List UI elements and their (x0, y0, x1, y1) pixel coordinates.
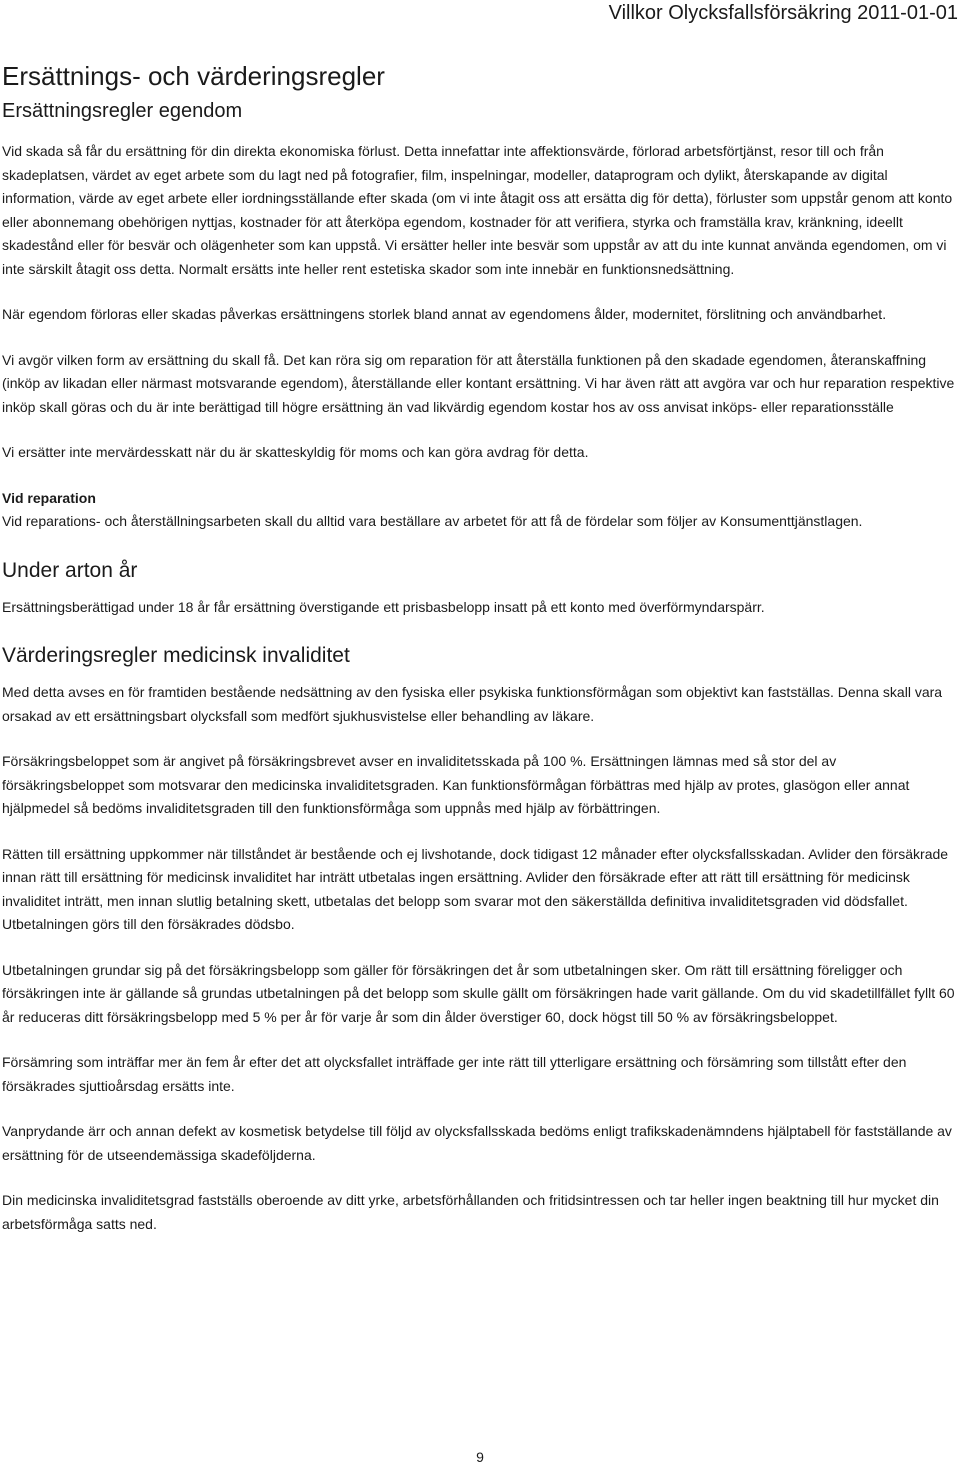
section-heading-under-18: Under arton år (2, 558, 138, 582)
repair-heading: Vid reparation (2, 489, 96, 506)
paragraph-deterioration: Försämring som inträffar mer än fem år efter det att olycksfallet inträffade ger inte rätt till ytterligare ersättning och försämring som tillstått efter den försäkrades sjuttioårsdag ersätts inte. (2, 1054, 907, 1094)
paragraph-cosmetic-defect: Vanprydande ärr och annan defekt av kosmetisk betydelse till följd av olycksfallsskada bedöms enligt trafikskadenämndens hjälptabell för fastställande av ersättning för de utseendemässiga skadeföljderna. (2, 1123, 952, 1163)
paragraph-repair: Vid reparations- och återställningsarbeten skall du alltid vara beställare av arbetet för att få de fördelar som följer av Konsumenttjänstlagen. (2, 513, 863, 529)
paragraph-direct-loss: Vid skada så får du ersättning för din direkta ekonomiska förlust. Detta innefattar inte affektionsvärde, förlorad arbetsförtjänst, resor till och från skadeplatsen, värdet av eget arbete som du lagt ned på fotografier, film, inspelningar, modeller, dataprogram och dylikt, återskapande av digital information, värde av eget arbete eller iordningsställande efter skada (om vi inte åtagit oss att ersätta dig för detta), förluster som uppstår genom att konto eller abonnemang obehörigen nyttjas, kostnader för att återköpa egendom, kostnader för att verifiera, styrka och framställa krav, kränkning, ideellt skadestånd eller för besvär och olägenheter som kan uppstå. Vi ersätter heller inte besvär som uppstår av att du inte kunnat använda egendomen, om vi inte särskilt åtagit oss detta. Normalt ersätts inte heller rent estetiska skador som inte innebär en funktionsnedsättning. (2, 143, 953, 277)
paragraph-definition: Med detta avses en för framtiden bestående nedsättning av den fysiska eller psykiska funktionsförmågan som objektivt kan fastställas. Denna skall vara orsakad av ett ersättningsbart olycksfall som medfört sjukhusvistelse eller behandling av läkare. (2, 684, 943, 724)
repair-block (2, 487, 957, 534)
paragraph-under-18: Ersättningsberättigad under 18 år får ersättning överstigande ett prisbasbelopp insatt på ett konto med överförmyndarspärr. (2, 598, 765, 615)
page-title: Ersättnings- och värderingsregler (2, 61, 385, 91)
subtitle-property-rules: Ersättningsregler egendom (2, 100, 243, 122)
paragraph-vat: Vi ersätter inte mervärdesskatt när du är skatteskyldig för moms och kan göra avdrag för detta. (2, 444, 589, 460)
paragraph-compensation-size: När egendom förloras eller skadas påverkas ersättningens storlek bland annat av egendomens ålder, modernitet, förslitning och användbarhet. (2, 306, 887, 322)
paragraph-insurance-amount: Försäkringsbeloppet som är angivet på försäkringsbrevet avser en invaliditetsskada på 100 %. Ersättningen lämnas med så stor del av försäkringsbeloppet som motsvarar den medicinska invaliditetsgraden. Kan funktionsförmågan förbättras med hjälp av protes, glasögon eller annat hjälpmedel så bedöms invaliditetsgraden till den funktionsförmåga som uppnås med hjälp av förbättringen. (2, 753, 910, 816)
paragraph-compensation-form: Vi avgör vilken form av ersättning du skall få. Det kan röra sig om reparation för att återställa funktionen på den skadade egendomen, återanskaffning (inköp av likadan eller närmast motsvarande egendom), återställande eller kontant ersättning. Vi har även rätt att avgöra var och hur reparation respektive inköp skall göras och du är inte berättigad till högre ersättning än vad likvärdig egendom kostar hos av oss anvisat inköps- eller reparationsställe (2, 351, 955, 415)
page-number: 9 (476, 1449, 484, 1465)
paragraph-independent-assessment: Din medicinska invaliditetsgrad fastställs oberoende av ditt yrke, arbetsförhållanden och fritidsintressen och tar heller ingen beaktning till hur mycket din arbetsförmåga satts ned. (2, 1192, 939, 1232)
paragraph-payment-basis: Utbetalningen grundar sig på det försäkringsbelopp som gäller för försäkringen det år som utbetalningen sker. Om rätt till ersättning föreligger och försäkringen inte är gällande så grundas utbetalningen på det belopp som skulle gällt om försäkringen hade varit gällande. Om du vid skadetillfället fyllt 60 år reduceras ditt försäkringsbelopp med 5 % per år för varje år som din ålder överstiger 60, dock högst till 50 % av försäkringsbeloppet. (2, 961, 955, 1025)
paragraph-right-to-compensation: Rätten till ersättning uppkommer när tillståndet är bestående och ej livshotande, dock tidigast 12 månader efter olycksfallsskadan. Avlider den försäkrade innan rätt till ersättning för medicinsk invaliditet har inträtt utbetalas ingen ersättning. Avlider den försäkrade efter att rätt till ersättning för medicinsk invaliditet inträtt, men innan slutlig betalning skett, utbetalas det belopp som svarar mot den säkerställda definitiva invaliditetsgraden vid dödsfallet. Utbetalningen görs till den försäkrades dödsbo. (2, 845, 949, 932)
section-heading-medical-invalidity: Värderingsregler medicinsk invaliditet (2, 644, 350, 667)
document-body (2, 58, 957, 1258)
running-header: Villkor Olycksfallsförsäkring 2011-01-01 (608, 2, 958, 24)
